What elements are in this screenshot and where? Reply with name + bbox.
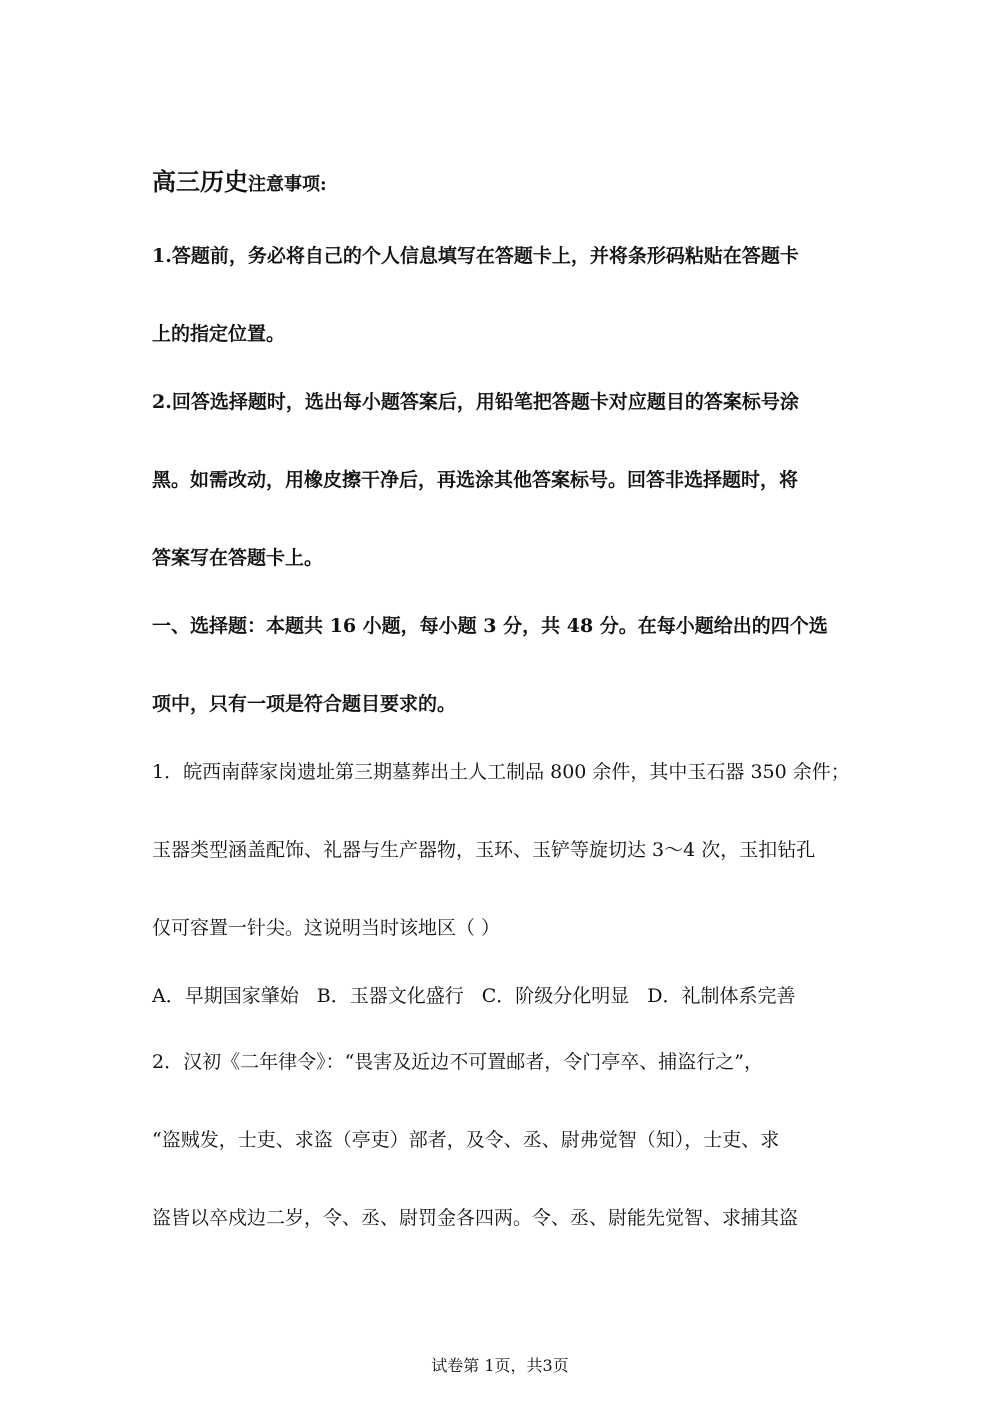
notes-heading: 注意事项: <box>248 174 327 195</box>
question-1-text: 玉器类型涵盖配饰、礼器与生产器物，玉环、玉铲等旋切达 3～4 次，玉扣钻孔 <box>152 839 816 861</box>
page-footer: 试卷第 1页，共3页 <box>431 1356 569 1375</box>
option-b: B．玉器文化盛行 <box>316 985 464 1007</box>
note-line: 黑。如需改动，用橡皮擦干净后，再选涂其他答案标号。回答非选择题时，将 <box>152 469 799 491</box>
section-heading: 项中，只有一项是符合题目要求的。 <box>152 693 457 715</box>
question-1-text: 仅可容置一针尖。这说明当时该地区（ ） <box>152 917 501 939</box>
exam-title <box>152 167 327 197</box>
note-line: 2.回答选择题时，选出每小题答案后，用铅笔把答题卡对应题目的答案标号涂 <box>152 391 799 413</box>
note-line: 上的指定位置。 <box>152 323 286 345</box>
option-a: A．早期国家肇始 <box>152 985 299 1007</box>
question-2-text: 2．汉初《二年律令》：“畏害及近边不可置邮者，令门亭卒、捕盗行之”， <box>152 1051 764 1073</box>
option-c: C．阶级分化明显 <box>481 985 630 1007</box>
option-d: D．礼制体系完善 <box>647 985 796 1007</box>
question-2-text: “盗贼发，士吏、求盗（亭吏）部者，及令、丞、尉弗觉智（知），士吏、求 <box>152 1129 780 1151</box>
note-line: 答案写在答题卡上。 <box>152 547 324 569</box>
subject-title: 高三历史 <box>152 167 248 196</box>
note-line: 1.答题前，务必将自己的个人信息填写在答题卡上，并将条形码粘贴在答题卡 <box>152 245 799 267</box>
question-2-text: 盗皆以卒戍边二岁，令、丞、尉罚金各四两。令、丞、尉能先觉智、求捕其盗 <box>152 1207 799 1229</box>
section-heading: 一、选择题：本题共 16 小题，每小题 3 分，共 48 分。在每小题给出的四个选 <box>152 615 828 637</box>
question-1-text: 1．皖西南薛家岗遗址第三期墓葬出土人工制品 800 余件，其中玉石器 350 余件； <box>152 761 850 783</box>
question-1-options <box>152 984 795 1008</box>
